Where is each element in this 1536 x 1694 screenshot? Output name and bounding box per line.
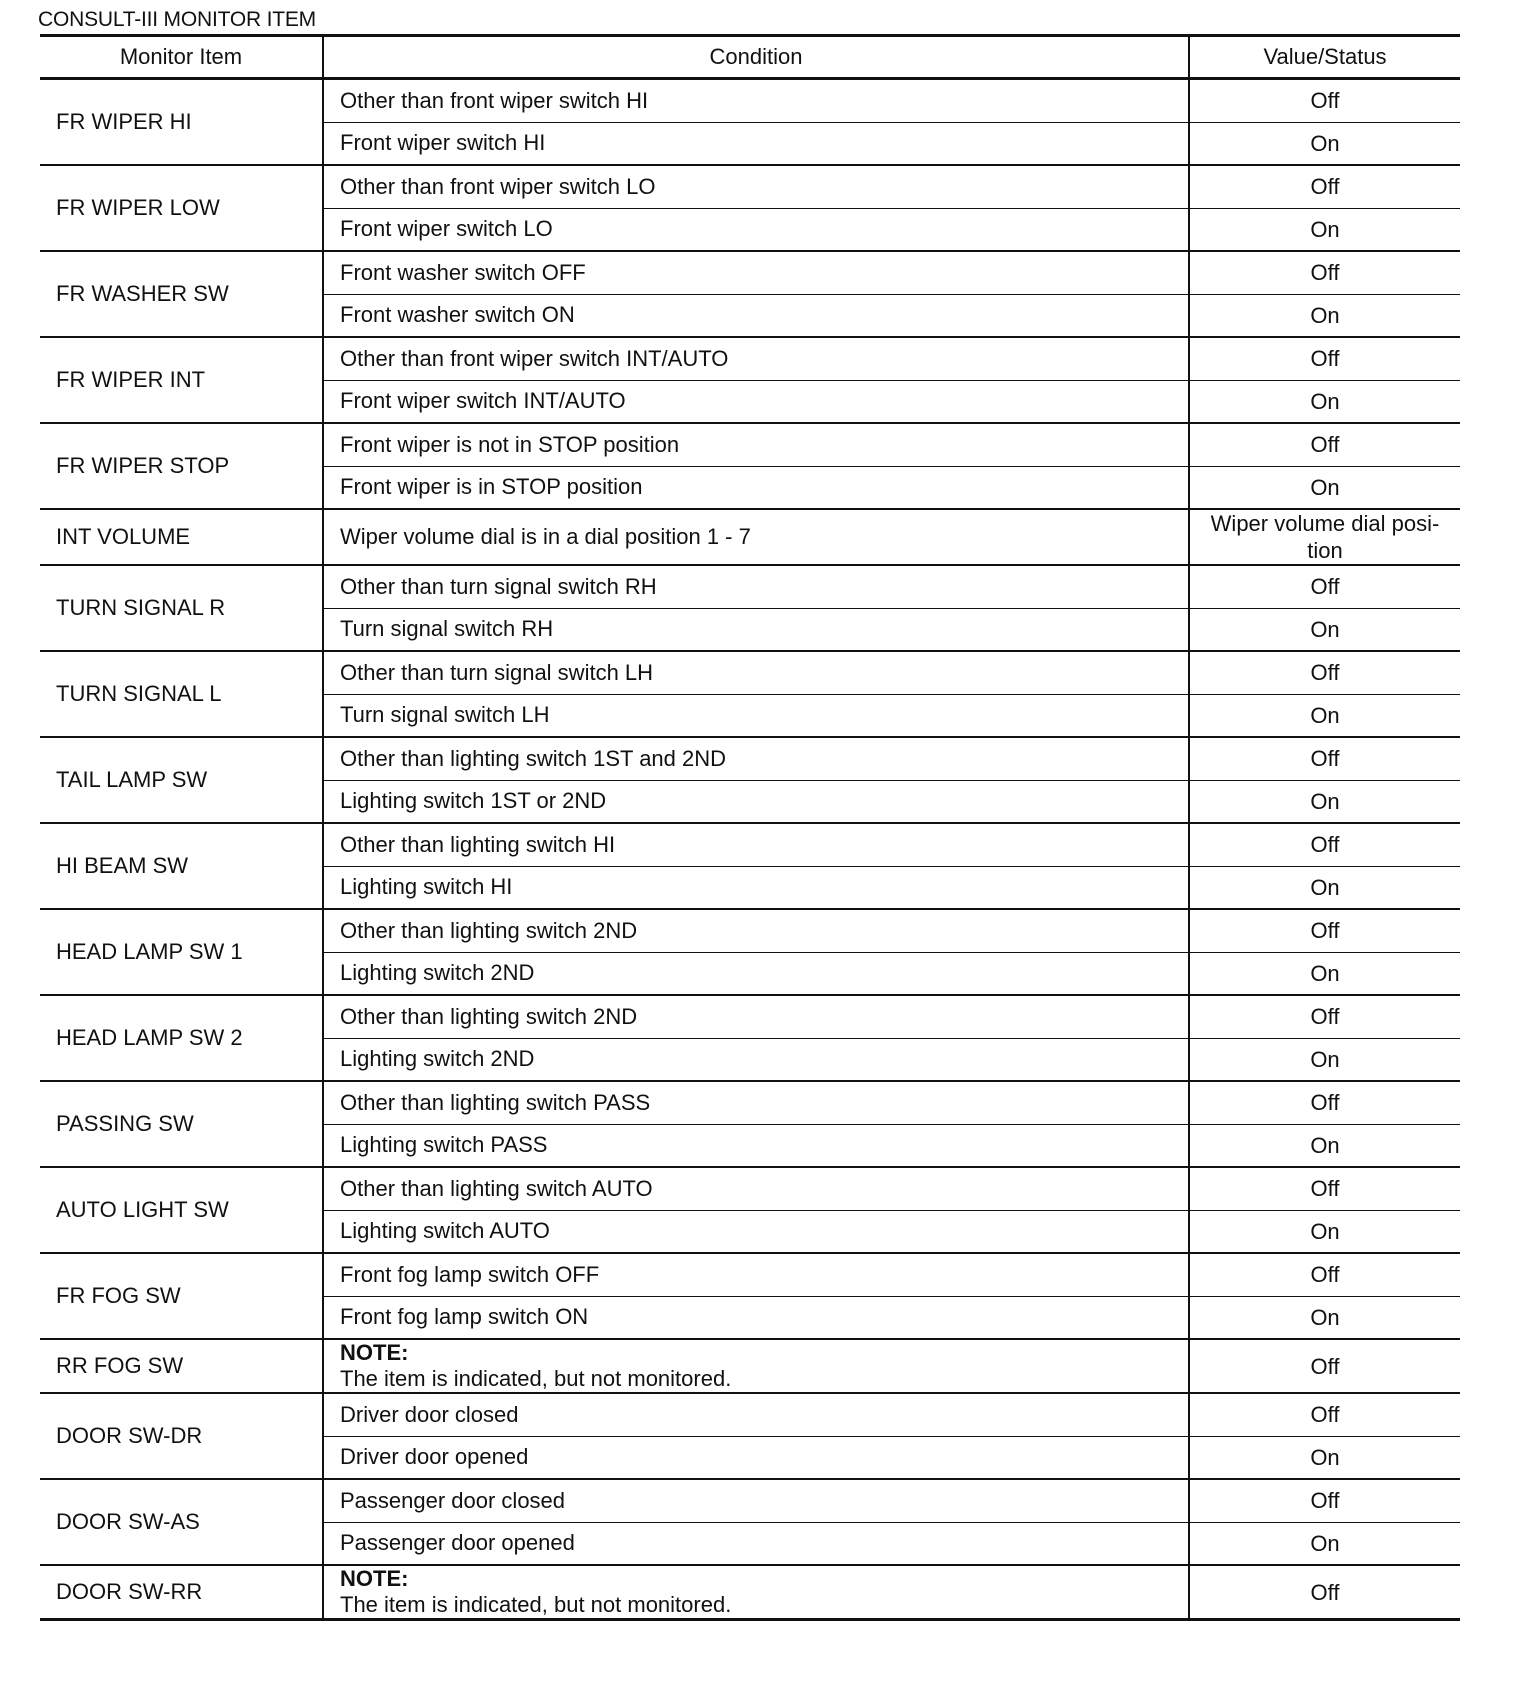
monitor-item-turn-signal-r: TURN SIGNAL R <box>40 565 323 651</box>
monitor-item-passing-sw: PASSING SW <box>40 1081 323 1167</box>
monitor-item-int-volume: INT VOLUME <box>40 509 323 565</box>
value-status-text: Off <box>1310 174 1340 200</box>
value-status-text: On <box>1310 1444 1340 1470</box>
value-status-cell <box>1189 1081 1460 1124</box>
value-status-text: On <box>1310 788 1340 814</box>
condition-cell: Other than front wiper switch LO <box>323 165 1189 208</box>
table-row <box>40 909 1460 952</box>
table-row <box>40 737 1460 780</box>
value-status-text: Off <box>1310 1402 1340 1428</box>
monitor-item-fr-wiper-hi: FR WIPER HI <box>40 79 323 166</box>
document <box>40 6 1460 1621</box>
condition-cell <box>323 1565 1189 1620</box>
condition-cell: Turn signal switch RH <box>323 608 1189 651</box>
value-status-cell <box>1189 608 1460 651</box>
table-row <box>40 565 1460 608</box>
header-condition: Condition <box>323 36 1189 79</box>
value-status-cell <box>1189 823 1460 866</box>
value-status-cell <box>1189 780 1460 823</box>
condition-cell: Front fog lamp switch ON <box>323 1296 1189 1339</box>
value-status-text: Off <box>1310 1090 1340 1116</box>
table-row <box>40 1253 1460 1296</box>
value-status-cell <box>1189 866 1460 909</box>
value-status-text: On <box>1310 616 1340 642</box>
monitor-item-tail-lamp-sw: TAIL LAMP SW <box>40 737 323 823</box>
value-status-text: Off <box>1310 1579 1340 1605</box>
value-status-text: Wiper volume dial posi- tion <box>1210 511 1440 563</box>
value-status-cell <box>1189 509 1460 565</box>
value-status-text: Off <box>1310 660 1340 686</box>
value-status-cell <box>1189 165 1460 208</box>
condition-cell: Other than lighting switch AUTO <box>323 1167 1189 1210</box>
condition-cell: Front wiper is not in STOP position <box>323 423 1189 466</box>
monitor-item-table <box>40 34 1460 1621</box>
table-row <box>40 1393 1460 1436</box>
monitor-item-auto-light-sw: AUTO LIGHT SW <box>40 1167 323 1253</box>
table-row <box>40 995 1460 1038</box>
condition-cell: Other than lighting switch PASS <box>323 1081 1189 1124</box>
condition-cell: Front wiper switch HI <box>323 122 1189 165</box>
value-status-text: Off <box>1310 1176 1340 1202</box>
table-row <box>40 823 1460 866</box>
condition-cell: Lighting switch AUTO <box>323 1210 1189 1253</box>
condition-cell: Lighting switch 1ST or 2ND <box>323 780 1189 823</box>
table-row <box>40 651 1460 694</box>
condition-cell: Front fog lamp switch OFF <box>323 1253 1189 1296</box>
condition-cell: Front wiper is in STOP position <box>323 466 1189 509</box>
document-title: CONSULT-III MONITOR ITEM <box>38 8 316 31</box>
value-status-text: Off <box>1310 918 1340 944</box>
monitor-item-fr-fog-sw: FR FOG SW <box>40 1253 323 1339</box>
condition-cell: Turn signal switch LH <box>323 694 1189 737</box>
value-status-text: On <box>1310 1046 1340 1072</box>
condition-cell: Lighting switch PASS <box>323 1124 1189 1167</box>
value-status-text: On <box>1310 474 1340 500</box>
monitor-item-fr-wiper-low: FR WIPER LOW <box>40 165 323 251</box>
note-label: NOTE: <box>340 1340 409 1365</box>
monitor-item-fr-wiper-stop: FR WIPER STOP <box>40 423 323 509</box>
table-row <box>40 1081 1460 1124</box>
value-status-text: Off <box>1310 574 1340 600</box>
value-status-cell <box>1189 1124 1460 1167</box>
value-status-cell <box>1189 1253 1460 1296</box>
condition-cell: Driver door opened <box>323 1436 1189 1479</box>
value-status-cell <box>1189 122 1460 165</box>
monitor-item-rr-fog-sw: RR FOG SW <box>40 1339 323 1393</box>
value-status-text: Off <box>1310 1262 1340 1288</box>
header-monitor-item: Monitor Item <box>40 36 323 79</box>
value-status-cell <box>1189 1296 1460 1339</box>
table-row <box>40 337 1460 380</box>
condition-cell: Lighting switch HI <box>323 866 1189 909</box>
condition-cell: Other than turn signal switch LH <box>323 651 1189 694</box>
value-status-text: On <box>1310 874 1340 900</box>
table-row <box>40 1339 1460 1393</box>
note-text: The item is indicated, but not monitored. <box>340 1366 732 1391</box>
value-status-cell <box>1189 1339 1460 1393</box>
value-status-text: On <box>1310 130 1340 156</box>
value-status-cell <box>1189 251 1460 294</box>
value-status-cell <box>1189 337 1460 380</box>
value-status-text: Off <box>1310 1004 1340 1030</box>
value-status-text: On <box>1310 216 1340 242</box>
value-status-cell <box>1189 423 1460 466</box>
condition-cell: Driver door closed <box>323 1393 1189 1436</box>
value-status-cell <box>1189 1038 1460 1081</box>
monitor-item-door-sw-dr: DOOR SW-DR <box>40 1393 323 1479</box>
condition-cell: Front washer switch OFF <box>323 251 1189 294</box>
table-body <box>40 79 1460 1620</box>
value-status-text: On <box>1310 960 1340 986</box>
monitor-item-head-lamp-sw-1: HEAD LAMP SW 1 <box>40 909 323 995</box>
value-status-text: Off <box>1310 1488 1340 1514</box>
condition-cell: Front wiper switch INT/AUTO <box>323 380 1189 423</box>
condition-cell: Other than lighting switch 1ST and 2ND <box>323 737 1189 780</box>
value-status-text: On <box>1310 1530 1340 1556</box>
value-status-cell <box>1189 294 1460 337</box>
value-status-text: On <box>1310 388 1340 414</box>
table-row <box>40 251 1460 294</box>
monitor-item-door-sw-as: DOOR SW-AS <box>40 1479 323 1565</box>
value-status-text: On <box>1310 702 1340 728</box>
condition-cell: Wiper volume dial is in a dial position 1 - 7 <box>323 509 1189 565</box>
value-status-cell <box>1189 1565 1460 1620</box>
value-status-text: Off <box>1310 432 1340 458</box>
condition-cell: Other than front wiper switch HI <box>323 79 1189 123</box>
table-row <box>40 1479 1460 1522</box>
value-status-cell <box>1189 565 1460 608</box>
value-status-cell <box>1189 1393 1460 1436</box>
table-row <box>40 165 1460 208</box>
table-row <box>40 509 1460 565</box>
note-label: NOTE: <box>340 1566 409 1591</box>
condition-cell: Other than lighting switch 2ND <box>323 995 1189 1038</box>
header-row <box>40 36 1460 79</box>
condition-cell: Front washer switch ON <box>323 294 1189 337</box>
condition-cell: Lighting switch 2ND <box>323 1038 1189 1081</box>
value-status-cell <box>1189 466 1460 509</box>
value-status-cell <box>1189 651 1460 694</box>
monitor-item-turn-signal-l: TURN SIGNAL L <box>40 651 323 737</box>
value-status-cell <box>1189 208 1460 251</box>
value-status-cell <box>1189 380 1460 423</box>
header-value-status: Value/Status <box>1189 36 1460 79</box>
table-row <box>40 1565 1460 1620</box>
value-status-cell <box>1189 694 1460 737</box>
value-status-cell <box>1189 1167 1460 1210</box>
monitor-item-hi-beam-sw: HI BEAM SW <box>40 823 323 909</box>
condition-cell: Lighting switch 2ND <box>323 952 1189 995</box>
condition-cell: Front wiper switch LO <box>323 208 1189 251</box>
condition-cell <box>323 1339 1189 1393</box>
value-status-cell <box>1189 737 1460 780</box>
value-status-cell <box>1189 79 1460 123</box>
table-row <box>40 423 1460 466</box>
value-status-text: Off <box>1310 1353 1340 1379</box>
value-status-text: Off <box>1310 832 1340 858</box>
table-row <box>40 79 1460 123</box>
monitor-item-fr-wiper-int: FR WIPER INT <box>40 337 323 423</box>
table-row <box>40 1167 1460 1210</box>
value-status-text: On <box>1310 302 1340 328</box>
condition-cell: Other than turn signal switch RH <box>323 565 1189 608</box>
value-status-text: Off <box>1310 746 1340 772</box>
note-text: The item is indicated, but not monitored. <box>340 1592 732 1617</box>
condition-cell: Other than lighting switch HI <box>323 823 1189 866</box>
value-status-cell <box>1189 1479 1460 1522</box>
value-status-cell <box>1189 1436 1460 1479</box>
condition-cell: Other than lighting switch 2ND <box>323 909 1189 952</box>
monitor-item-head-lamp-sw-2: HEAD LAMP SW 2 <box>40 995 323 1081</box>
value-status-text: Off <box>1310 346 1340 372</box>
value-status-text: On <box>1310 1304 1340 1330</box>
condition-cell: Passenger door opened <box>323 1522 1189 1565</box>
condition-cell: Other than front wiper switch INT/AUTO <box>323 337 1189 380</box>
value-status-text: On <box>1310 1218 1340 1244</box>
value-status-cell <box>1189 1210 1460 1253</box>
value-status-text: Off <box>1310 88 1340 114</box>
value-status-cell <box>1189 995 1460 1038</box>
value-status-cell <box>1189 909 1460 952</box>
value-status-cell <box>1189 952 1460 995</box>
condition-cell: Passenger door closed <box>323 1479 1189 1522</box>
monitor-item-door-sw-rr: DOOR SW-RR <box>40 1565 323 1620</box>
value-status-cell <box>1189 1522 1460 1565</box>
value-status-text: On <box>1310 1132 1340 1158</box>
value-status-text: Off <box>1310 260 1340 286</box>
monitor-item-fr-washer-sw: FR WASHER SW <box>40 251 323 337</box>
